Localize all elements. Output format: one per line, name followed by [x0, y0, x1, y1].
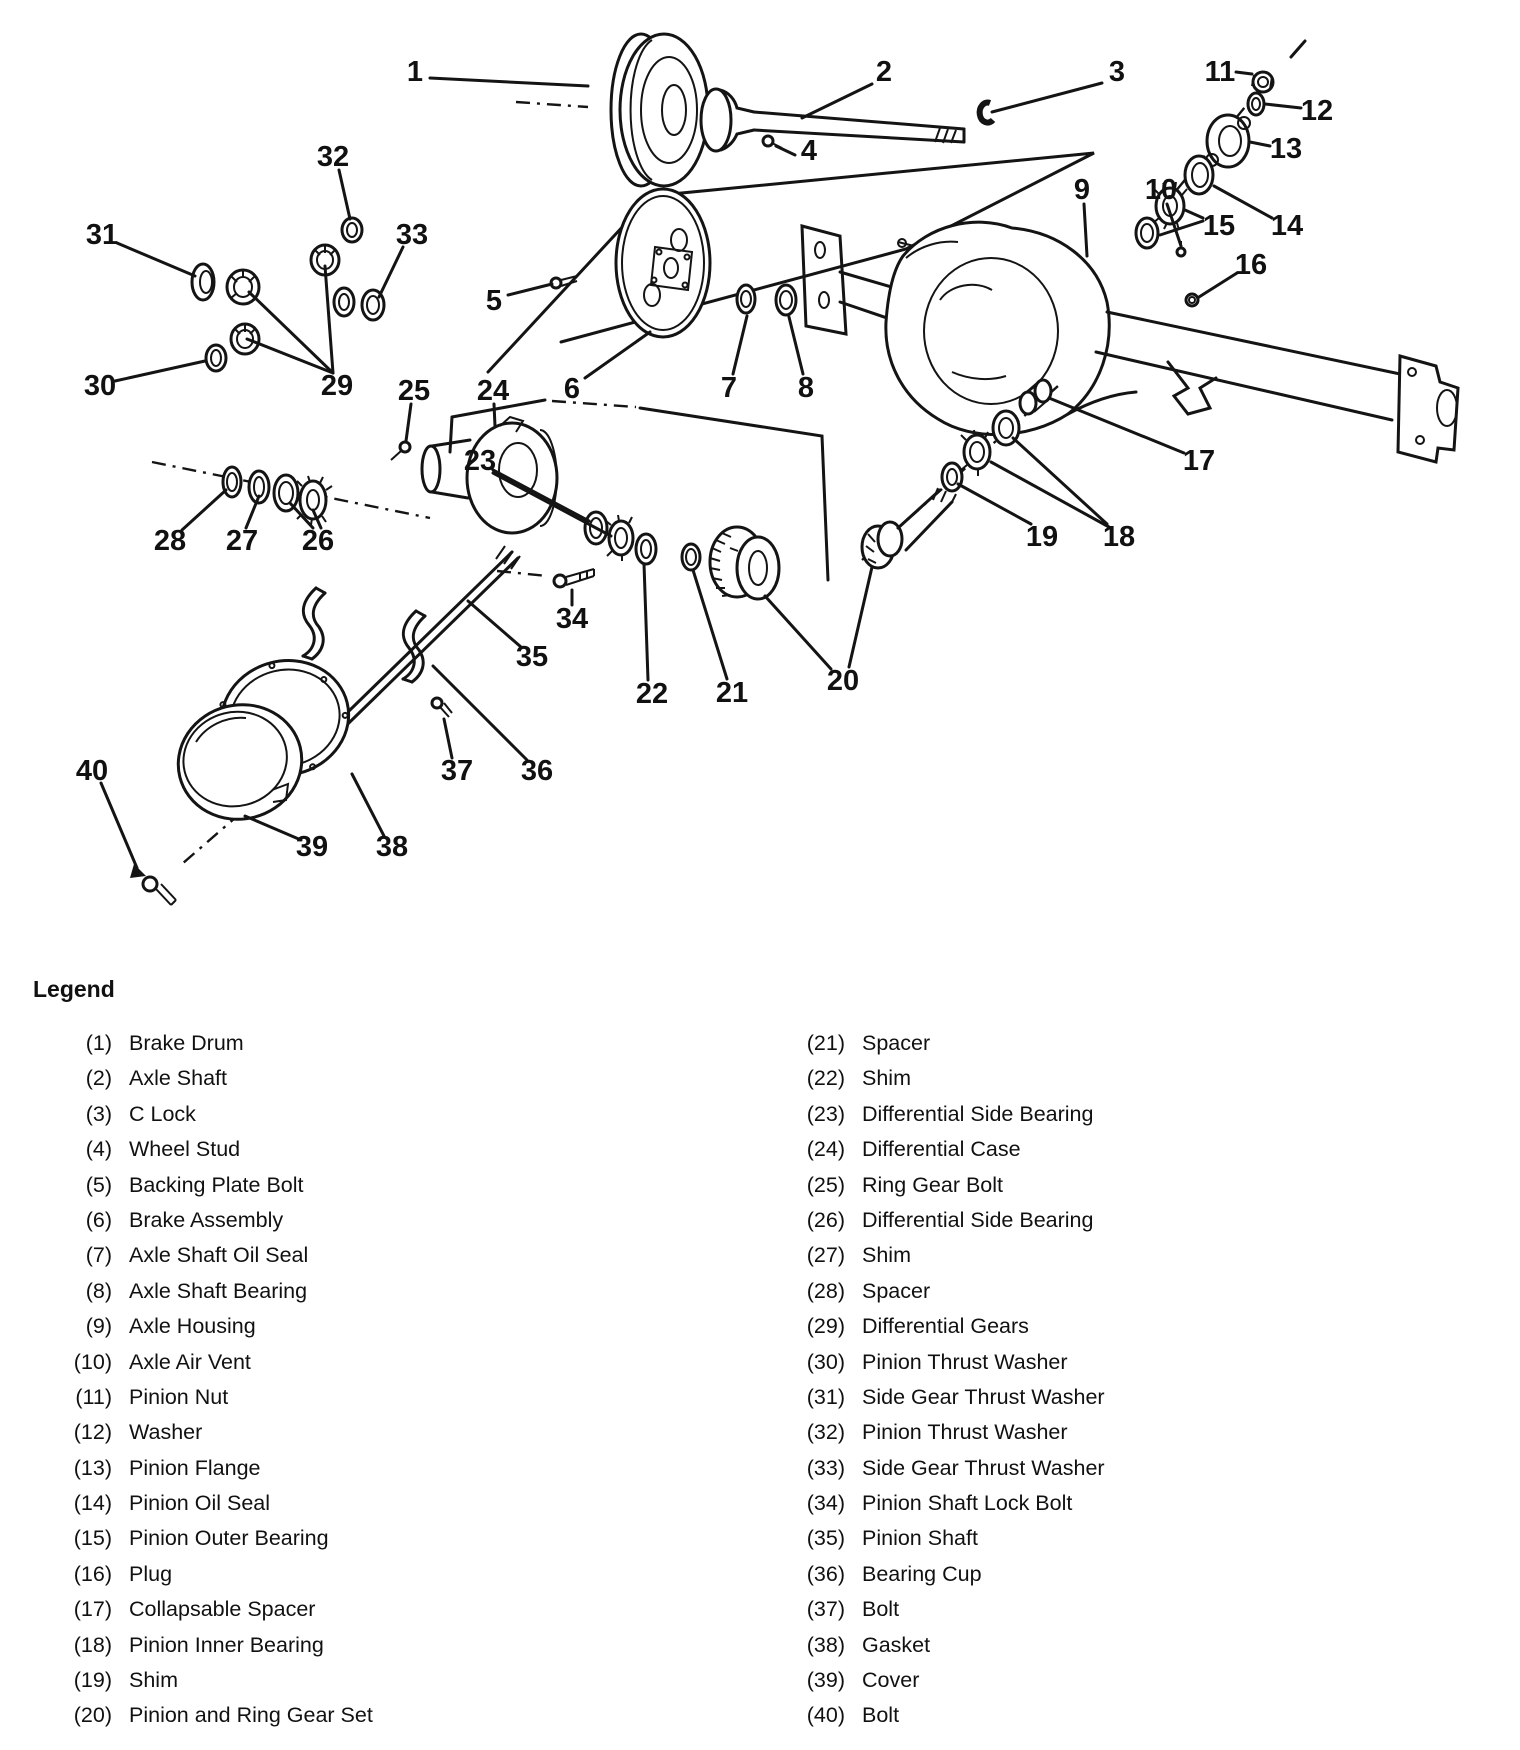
legend-item	[0, 1168, 660, 1203]
callout-leader-6	[585, 332, 650, 378]
plug-drawing	[1186, 294, 1198, 306]
legend-item-label: Pinion Shaft Lock Bolt	[862, 1491, 1073, 1516]
legend-item	[0, 1203, 660, 1238]
legend-item	[0, 1698, 660, 1733]
axle-oil-seal-drawing	[737, 285, 755, 313]
legend-item	[700, 1097, 1400, 1132]
legend-item-label: Shim	[862, 1243, 911, 1268]
legend-item-label: Axle Shaft	[129, 1066, 227, 1091]
callout-12: 12	[1300, 95, 1334, 127]
legend-item-label: Side Gear Thrust Washer	[862, 1455, 1105, 1480]
callout-leader-36	[433, 666, 527, 760]
legend-item	[0, 1663, 660, 1698]
legend-item	[700, 1663, 1400, 1698]
legend-item	[700, 1168, 1400, 1203]
legend-item	[700, 1345, 1400, 1380]
callout-35: 35	[515, 641, 549, 673]
callout-26: 26	[301, 525, 335, 557]
legend-item-label: Differential Gears	[862, 1314, 1029, 1339]
legend-item	[700, 1592, 1400, 1627]
legend-item	[0, 1309, 660, 1344]
legend-item-label: Axle Shaft Bearing	[129, 1278, 308, 1303]
callout-leader-3	[992, 83, 1102, 112]
legend-item	[700, 1628, 1400, 1663]
legend-item-label: Axle Shaft Oil Seal	[129, 1243, 309, 1268]
callout-14: 14	[1270, 210, 1304, 242]
legend-item-number: (39)	[806, 1668, 845, 1693]
callout-leader-8	[789, 317, 803, 374]
callout-19: 19	[1025, 521, 1059, 553]
backing-plate-bolt-drawing	[551, 276, 577, 288]
axle-housing-drawing	[802, 222, 1458, 462]
callout-33: 33	[395, 219, 429, 251]
legend-item-number: (1)	[85, 1031, 112, 1055]
callout-18: 18	[1102, 521, 1136, 553]
callout-8: 8	[797, 372, 815, 404]
legend-item-number: (19)	[73, 1668, 112, 1693]
callout-leader-33	[379, 247, 403, 297]
legend-item-label: Bolt	[862, 1597, 900, 1622]
callout-leader-17	[1049, 398, 1184, 453]
legend-item	[700, 1698, 1400, 1733]
callout-3: 3	[1108, 56, 1126, 88]
legend-item-label: Gasket	[862, 1632, 931, 1657]
legend-item	[700, 1521, 1400, 1556]
legend-column-2	[700, 1026, 1400, 1734]
legend-item-label: Axle Housing	[129, 1314, 256, 1339]
callout-17: 17	[1182, 445, 1216, 477]
legend-item-number: (34)	[806, 1491, 845, 1516]
differential-gears-cluster-drawing	[192, 218, 384, 371]
legend-item	[700, 1061, 1400, 1096]
legend-item	[0, 1061, 660, 1096]
legend-item	[0, 1521, 660, 1556]
callout-leader-22	[644, 564, 648, 680]
legend-item-number: (13)	[73, 1455, 112, 1480]
legend-item	[700, 1026, 1400, 1061]
legend-item	[700, 1132, 1400, 1167]
callout-2: 2	[875, 56, 893, 88]
callout-leader-35	[468, 601, 521, 647]
legend-item	[700, 1415, 1400, 1450]
legend-item-label: Brake Assembly	[129, 1207, 284, 1232]
legend-item-label: Pinion and Ring Gear Set	[129, 1703, 373, 1728]
legend-item-label: Bolt	[862, 1703, 900, 1728]
legend-item-number: (38)	[806, 1632, 845, 1657]
legend-item	[0, 1345, 660, 1380]
callout-leader-25	[406, 404, 411, 441]
legend-item	[700, 1380, 1400, 1415]
callout-40: 40	[75, 755, 109, 787]
callout-leader-30	[115, 361, 205, 381]
callout-34: 34	[555, 603, 589, 635]
callout-13: 13	[1269, 133, 1303, 165]
legend-item-label: Pinion Nut	[129, 1384, 229, 1409]
legend-item-number: (28)	[806, 1278, 845, 1303]
legend-item-number: (26)	[806, 1207, 845, 1232]
legend-item	[700, 1203, 1400, 1238]
legend-item-number: (15)	[73, 1526, 112, 1551]
legend-item	[700, 1309, 1400, 1344]
legend-item	[0, 1380, 660, 1415]
callout-leader-1	[430, 78, 588, 86]
legend-item-number: (25)	[806, 1172, 845, 1197]
legend-item-number: (23)	[806, 1101, 845, 1126]
callout-leader-15	[1185, 210, 1203, 218]
callout-leader-4	[776, 146, 795, 155]
legend-item-number: (16)	[73, 1561, 112, 1586]
legend-item-label: Ring Gear Bolt	[862, 1172, 1004, 1197]
legend-heading: Legend	[33, 976, 115, 1002]
legend-item-label: Pinion Inner Bearing	[129, 1632, 324, 1657]
legend-item	[0, 1557, 660, 1592]
callout-24: 24	[476, 375, 510, 407]
legend-item-label: Pinion Thrust Washer	[862, 1349, 1068, 1374]
callout-leader-16	[1199, 273, 1237, 297]
legend-column-1	[0, 1026, 660, 1734]
legend-item-number: (14)	[73, 1491, 112, 1516]
callout-leader-24	[494, 404, 495, 426]
callout-15: 15	[1202, 210, 1236, 242]
legend-item-label: Bearing Cup	[862, 1561, 982, 1586]
legend-item-number: (32)	[806, 1420, 845, 1445]
legend-item	[0, 1132, 660, 1167]
callout-leader-40	[101, 783, 137, 868]
legend-item-label: Differential Case	[862, 1137, 1021, 1162]
legend-item-number: (7)	[85, 1243, 112, 1268]
callout-37: 37	[440, 755, 474, 787]
brake-assembly-drawing	[616, 189, 710, 337]
legend-item-number: (6)	[85, 1207, 112, 1232]
legend-item-number: (37)	[806, 1597, 845, 1622]
callout-7: 7	[720, 372, 738, 404]
legend-item	[700, 1557, 1400, 1592]
legend-item-label: Shim	[862, 1066, 911, 1091]
legend-item-number: (9)	[85, 1314, 112, 1339]
legend-item-label: Wheel Stud	[129, 1137, 241, 1162]
callout-leader-19	[958, 484, 1031, 524]
callout-20: 20	[826, 665, 860, 697]
callout-22: 22	[635, 678, 669, 710]
legend-item	[0, 1274, 660, 1309]
callout-5: 5	[485, 285, 503, 317]
callout-11: 11	[1204, 56, 1236, 88]
legend-item-label: Washer	[129, 1420, 203, 1445]
legend-item-label: Spacer	[862, 1031, 931, 1055]
legend-item-number: (11)	[75, 1384, 112, 1409]
legend-item-number: (4)	[85, 1137, 112, 1162]
callout-31: 31	[85, 219, 119, 251]
legend-item-number: (10)	[73, 1349, 112, 1374]
legend-item-number: (36)	[806, 1561, 845, 1586]
legend-item	[700, 1274, 1400, 1309]
callout-leader-9	[1084, 204, 1087, 256]
legend-item-label: Plug	[129, 1561, 173, 1586]
legend-item	[0, 1592, 660, 1627]
callout-leader-32	[339, 170, 350, 219]
axle-shaft-drawing	[701, 89, 964, 151]
callout-leader-12	[1265, 104, 1301, 108]
callout-leader-29	[249, 292, 333, 373]
legend-item-label: Side Gear Thrust Washer	[862, 1384, 1105, 1409]
legend-item-label: Backing Plate Bolt	[129, 1172, 304, 1197]
callout-10: 10	[1144, 174, 1178, 206]
legend-item-number: (35)	[806, 1526, 845, 1551]
callout-6: 6	[563, 373, 581, 405]
legend-item-number: (27)	[806, 1243, 845, 1268]
legend-item-number: (30)	[806, 1349, 845, 1374]
callout-1: 1	[406, 56, 424, 88]
callout-leader-37	[444, 719, 452, 758]
legend-item-label: Pinion Oil Seal	[129, 1491, 271, 1516]
legend-item-number: (31)	[806, 1384, 845, 1409]
legend-item	[700, 1486, 1400, 1521]
callout-leader-39	[245, 816, 301, 840]
callout-30: 30	[83, 370, 117, 402]
callout-leader-20	[849, 567, 872, 667]
legend-item-label: Pinion Shaft	[862, 1526, 978, 1551]
callout-leader-31	[117, 243, 195, 276]
callout-leader-38	[352, 774, 384, 836]
callout-36: 36	[520, 755, 554, 787]
cover-bolt-drawing	[130, 864, 176, 905]
callout-leader-28	[182, 490, 226, 530]
legend-item-number: (20)	[73, 1703, 112, 1728]
callout-leader-7	[733, 316, 747, 374]
legend-item-number: (2)	[85, 1066, 112, 1091]
legend-item-label: Collapsable Spacer	[129, 1597, 316, 1622]
callout-4: 4	[800, 135, 818, 167]
legend-item-number: (24)	[806, 1137, 845, 1162]
legend-item	[0, 1238, 660, 1273]
legend-item	[700, 1238, 1400, 1273]
axle-bearing-drawing	[776, 285, 796, 315]
legend-item-label: Pinion Thrust Washer	[862, 1420, 1068, 1445]
callout-leader-20	[765, 596, 831, 669]
callout-29: 29	[320, 370, 354, 402]
legend-item-number: (29)	[806, 1314, 845, 1339]
callout-25: 25	[397, 375, 431, 407]
legend-item-label: Cover	[862, 1668, 920, 1693]
legend-item-number: (18)	[73, 1632, 112, 1657]
legend-item	[0, 1097, 660, 1132]
callout-28: 28	[153, 525, 187, 557]
callout-leader-2	[802, 84, 872, 118]
legend-item-number: (22)	[806, 1066, 845, 1091]
legend-item-number: (33)	[806, 1455, 845, 1480]
legend-item-label: Pinion Flange	[129, 1455, 261, 1480]
callout-leader-5	[508, 284, 552, 295]
legend-item	[0, 1486, 660, 1521]
legend-item-label: C Lock	[129, 1101, 196, 1126]
legend-item	[700, 1451, 1400, 1486]
callout-leader-11	[1236, 72, 1252, 74]
legend-item-label: Spacer	[862, 1278, 931, 1303]
legend-item-number: (12)	[73, 1420, 112, 1445]
brake-drum-drawing	[516, 34, 708, 186]
legend-item-number: (8)	[85, 1278, 112, 1303]
callout-38: 38	[375, 831, 409, 863]
legend-item-label: Differential Side Bearing	[862, 1207, 1094, 1232]
callout-leader-13	[1250, 142, 1270, 146]
callout-23: 23	[463, 445, 497, 477]
legend-item-label: Axle Air Vent	[129, 1349, 251, 1374]
callout-21: 21	[715, 677, 749, 709]
legend-item-number: (3)	[85, 1101, 112, 1126]
callout-32: 32	[316, 141, 350, 173]
legend-item-number: (40)	[806, 1703, 845, 1728]
callout-27: 27	[225, 525, 259, 557]
callout-leader-29	[325, 266, 333, 373]
callout-9: 9	[1073, 174, 1091, 206]
legend-item-label: Shim	[129, 1668, 178, 1693]
legend-item	[0, 1026, 660, 1061]
ring-gear-row-drawing	[585, 512, 779, 599]
callout-39: 39	[295, 831, 329, 863]
legend-item	[0, 1628, 660, 1663]
legend-item	[0, 1415, 660, 1450]
callout-16: 16	[1234, 249, 1268, 281]
callout-leader-29	[247, 339, 333, 373]
legend-item-number: (5)	[85, 1172, 112, 1197]
legend-item-label: Differential Side Bearing	[862, 1101, 1094, 1126]
legend-item-label: Pinion Outer Bearing	[129, 1526, 329, 1551]
legend-item	[0, 1451, 660, 1486]
legend-item-label: Brake Drum	[129, 1031, 244, 1055]
legend-item-number: (17)	[73, 1597, 112, 1622]
legend-item-number: (21)	[806, 1031, 845, 1055]
